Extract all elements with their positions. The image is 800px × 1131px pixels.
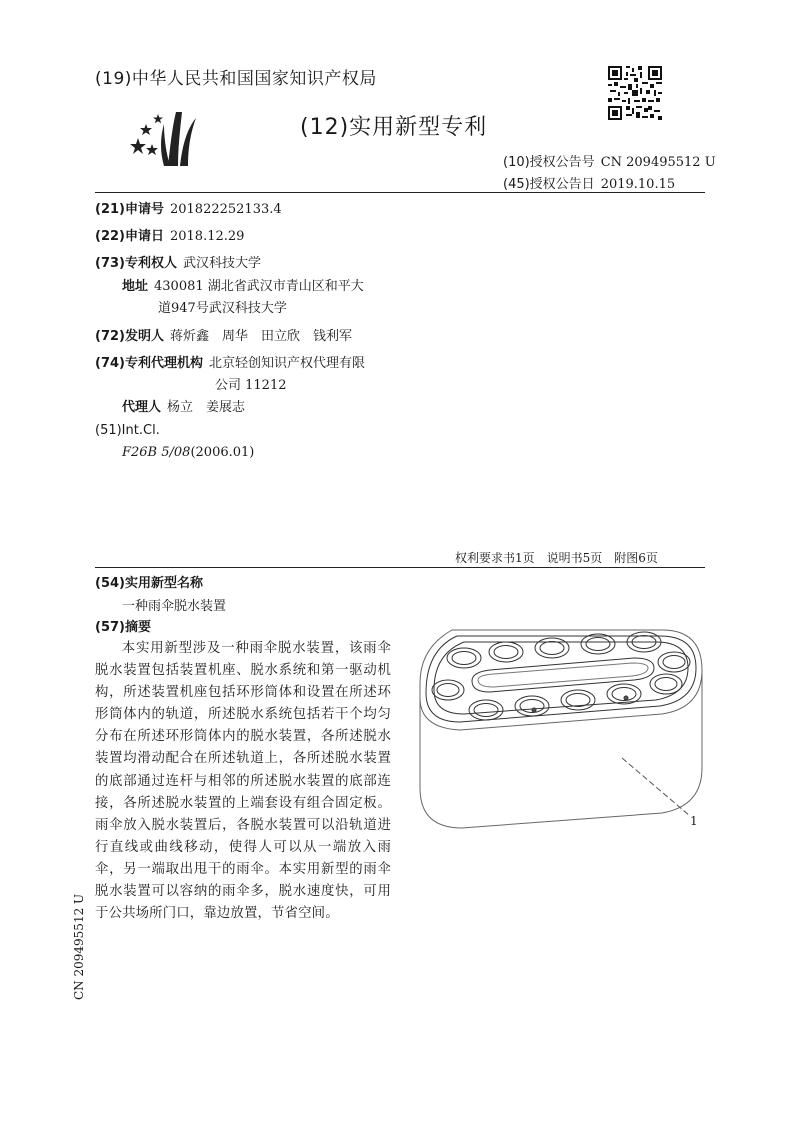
patentee-label: (73)专利权人 — [95, 256, 177, 271]
publication-date-value: 2019.10.15 — [600, 177, 676, 192]
qr-code-icon — [608, 66, 662, 120]
publication-number-label: (10)授权公告号 — [503, 155, 595, 170]
int-classification-code: F26B 5/08 — [122, 445, 191, 460]
page-counts: 权利要求书1页 说明书5页 附图6页 — [455, 551, 658, 565]
patentee-value: 武汉科技大学 — [182, 256, 261, 271]
reference-numeral: 1 — [690, 814, 698, 828]
inventors-label: (72)发明人 — [95, 329, 164, 344]
utility-model-title-label: (54)实用新型名称 — [95, 576, 203, 591]
patent-agents-label: 代理人 — [122, 400, 162, 415]
abstract-label: (57)摘要 — [95, 620, 151, 635]
application-number-value: 201822252133.4 — [169, 202, 282, 217]
address-line-2: 道947号武汉科技大学 — [158, 301, 287, 316]
section-rule — [95, 567, 705, 568]
device-drawing — [412, 618, 712, 837]
patent-agency — [95, 352, 365, 371]
utility-model-title: 一种雨伞脱水装置 — [122, 599, 227, 614]
application-date-value: 2018.12.29 — [169, 229, 245, 244]
publication-number-value: CN 209495512 U — [600, 155, 716, 170]
application-number-label: (21)申请号 — [95, 202, 164, 217]
patent-agents-value: 杨立 姜展志 — [167, 400, 246, 415]
inventors — [95, 325, 352, 344]
address-label: 地址 — [122, 279, 149, 294]
publication-number — [503, 151, 716, 170]
side-publication-number: CN 209495512 U — [72, 893, 86, 1000]
patent-agency-line-2: 公司 11212 — [215, 378, 287, 393]
publication-date-label: (45)授权公告日 — [503, 177, 595, 192]
patentee — [95, 252, 261, 271]
header-rule — [95, 192, 705, 193]
address-line-1: 430081 湖北省武汉市青山区和平大 — [154, 279, 364, 294]
publication-date — [503, 173, 675, 192]
abstract-body — [95, 638, 391, 925]
application-number — [95, 198, 282, 217]
patent-agents — [122, 396, 245, 415]
int-classification-label: (51)Int.Cl. — [95, 423, 160, 438]
abstract-text: 本实用新型涉及一种雨伞脱水装置，该雨伞脱水装置包括装置机座、脱水系统和第一驱动机构，所述装置机座包括环形筒体和设置在所述环形筒体内的轨道，所述脱水系统包括若干个均匀分布在所述环形筒体内的脱水装置，各所述脱水装置均滑动配合在所述轨道上，各所述脱水装置的底部通过连杆与相邻的所述脱水装置的底部连接，各所述脱水装置的上端套设有组合固定板。雨伞放入脱水装置后，各脱水装置可以沿轨道进行直线或曲线移动，使得人可以从一端放入雨伞，另一端取出甩干的雨伞。本实用新型的雨伞脱水装置可以容纳的雨伞多，脱水速度快，可用于公共场所门口，靠边放置，节省空间。 — [95, 641, 391, 922]
application-date — [95, 225, 244, 244]
patent-agency-line-1: 北京轻创知识产权代理有限 — [208, 356, 365, 371]
patent-agency-label: (74)专利代理机构 — [95, 356, 203, 371]
application-date-label: (22)申请日 — [95, 229, 164, 244]
document-type: (12)实用新型专利 — [300, 115, 488, 140]
office-name: (19)中华人民共和国国家知识产权局 — [95, 69, 377, 89]
int-classification-version: (2006.01) — [190, 445, 255, 460]
address — [122, 275, 364, 294]
int-classification — [122, 445, 254, 460]
cnipa-logo-icon — [130, 108, 210, 176]
inventors-value: 蒋炘鑫 周华 田立欣 钱利军 — [169, 329, 352, 344]
